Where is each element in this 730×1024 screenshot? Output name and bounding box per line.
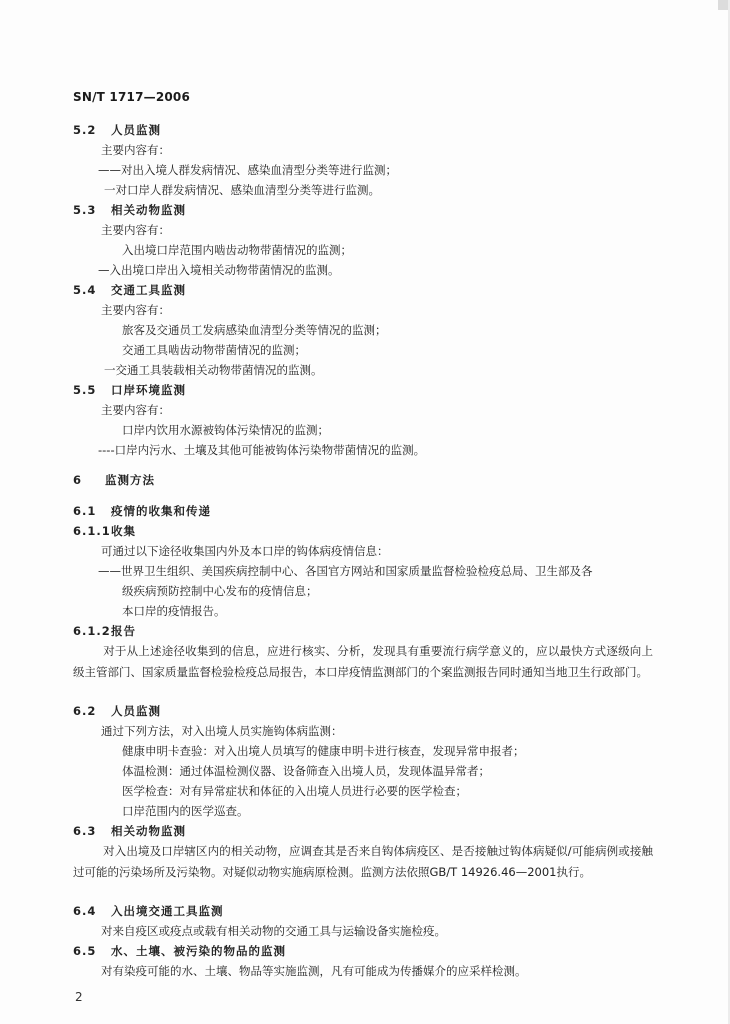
paragraph-text: 对入出境及口岸辖区内的相关动物，应调查其是否来自钩体病疫区、是否接触过钩体病疑似/可能病例或接触过可能的污染场所及污染物。对疑似动物实施病原检测。监测方法依照GB/T 14926.46—2001执行。 bbox=[73, 844, 653, 879]
section-title: 收集 bbox=[111, 524, 136, 538]
section-number: 5.5 bbox=[73, 383, 97, 397]
heading-6-2 bbox=[73, 703, 161, 719]
section-title: 疫情的收集和传递 bbox=[111, 504, 211, 518]
section-title: 口岸环境监测 bbox=[111, 383, 186, 397]
section-intro: 通过下列方法，对入出境人员实施钩体病监测： bbox=[101, 724, 343, 738]
section-title: 相关动物监测 bbox=[111, 824, 186, 838]
page-number: 2 bbox=[75, 990, 83, 1004]
heading-6-5 bbox=[73, 943, 286, 959]
heading-6-3 bbox=[73, 823, 186, 839]
list-item: 交通工具啮齿动物带菌情况的监测； bbox=[122, 343, 306, 357]
section-number: 6 bbox=[73, 473, 82, 487]
heading-6-1 bbox=[73, 503, 211, 519]
list-item: —入出境口岸出入境相关动物带菌情况的监测。 bbox=[98, 263, 340, 277]
heading-6 bbox=[73, 472, 155, 488]
section-number: 6.2 bbox=[73, 704, 97, 718]
section-intro: 可通过以下途径收集国内外及本口岸的钩体病疫情信息： bbox=[101, 544, 389, 558]
list-item: 口岸内饮用水源被钩体污染情况的监测； bbox=[122, 423, 329, 437]
section-title: 相关动物监测 bbox=[111, 203, 186, 217]
list-item: 口岸范围内的医学巡查。 bbox=[122, 804, 249, 818]
list-item: 一对口岸人群发病情况、感染血清型分类等进行监测。 bbox=[104, 183, 380, 197]
list-item: 医学检查：对有异常症状和体征的入出境人员进行必要的医学检查； bbox=[122, 784, 467, 798]
section-title: 人员监测 bbox=[111, 704, 161, 718]
heading-5-3 bbox=[73, 202, 186, 218]
heading-5-2 bbox=[73, 122, 161, 138]
section-title: 交通工具监测 bbox=[111, 283, 186, 297]
list-item: ----口岸内污水、土壤及其他可能被钩体污染物带菌情况的监测。 bbox=[98, 443, 426, 457]
heading-6-1-1 bbox=[73, 523, 136, 539]
section-intro: 主要内容有： bbox=[101, 223, 170, 237]
section-number: 5.2 bbox=[73, 123, 97, 137]
section-intro: 主要内容有： bbox=[101, 403, 170, 417]
section-title: 入出境交通工具监测 bbox=[111, 904, 224, 918]
list-item: 健康申明卡查验：对入出境人员填写的健康申明卡进行核查，发现异常申报者； bbox=[122, 744, 525, 758]
section-number: 6.4 bbox=[73, 904, 97, 918]
section-title: 报告 bbox=[111, 624, 136, 638]
heading-6-1-2 bbox=[73, 623, 136, 639]
section-number: 6.1.1 bbox=[73, 524, 111, 538]
section-title: 水、土壤、被污染的物品的监测 bbox=[111, 944, 286, 958]
section-number: 6.5 bbox=[73, 944, 97, 958]
section-intro: 主要内容有： bbox=[101, 143, 170, 157]
document-header: SN/T 1717—2006 bbox=[73, 90, 191, 104]
section-number: 5.3 bbox=[73, 203, 97, 217]
paragraph-text: 对来自疫区或疫点或载有相关动物的交通工具与运输设备实施检疫。 bbox=[101, 924, 446, 938]
list-item: 体温检测：通过体温检测仪器、设备筛查入出境人员，发现体温异常者； bbox=[122, 764, 490, 778]
section-title: 人员监测 bbox=[111, 123, 161, 137]
section-intro: 主要内容有： bbox=[101, 303, 170, 317]
list-item: 本口岸的疫情报告。 bbox=[122, 604, 226, 618]
section-number: 6.1.2 bbox=[73, 624, 111, 638]
heading-6-4 bbox=[73, 903, 224, 919]
section-number: 5.4 bbox=[73, 283, 97, 297]
heading-5-5 bbox=[73, 382, 186, 398]
list-item: 入出境口岸范围内啮齿动物带菌情况的监测； bbox=[122, 243, 352, 257]
paragraph bbox=[73, 841, 653, 883]
list-item: 一交通工具装载相关动物带菌情况的监测。 bbox=[104, 363, 323, 377]
list-item-continuation: 级疾病预防控制中心发布的疫情信息； bbox=[122, 584, 318, 598]
heading-5-4 bbox=[73, 282, 186, 298]
list-item: 旅客及交通员工发病感染血清型分类等情况的监测； bbox=[122, 323, 387, 337]
list-item: ——世界卫生组织、美国疾病控制中心、各国官方网站和国家质量监督检验检疫总局、卫生部及各 bbox=[98, 564, 593, 578]
section-number: 6.3 bbox=[73, 824, 97, 838]
section-number: 6.1 bbox=[73, 504, 97, 518]
paragraph-text: 对于从上述途径收集到的信息，应进行核实、分析，发现具有重要流行病学意义的，应以最快方式逐级向上级主管部门、国家质量监督检验检疫总局报告，本口岸疫情监测部门的个案监测报告同时通知当地卫生行政部门。 bbox=[73, 644, 653, 679]
paragraph-text: 对有染疫可能的水、土壤、物品等实施监测，凡有可能成为传播媒介的应采样检测。 bbox=[101, 964, 527, 978]
paragraph bbox=[73, 641, 653, 683]
list-item: ——对出入境人群发病情况、感染血清型分类等进行监测； bbox=[98, 163, 397, 177]
section-title: 监测方法 bbox=[105, 473, 155, 487]
